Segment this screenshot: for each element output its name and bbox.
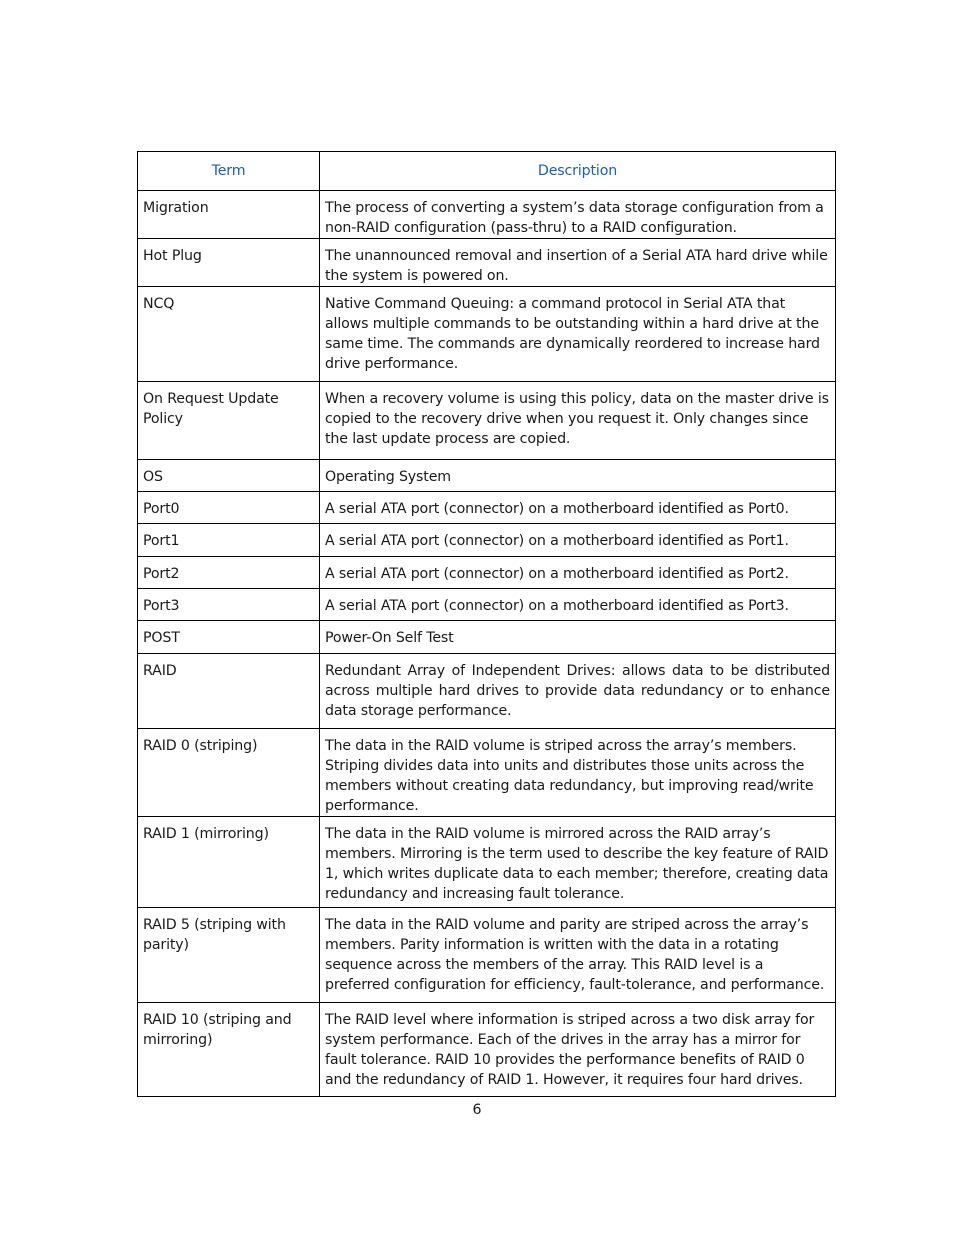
description-cell: The RAID level where information is striped across a two disk array for system performance. Each of the drives in the array has a mirror for fault tolerance. RAID 10 provides the performance benefits of RAID 0 and the redundancy of RAID 1. However, it requires four hard drives. [320,1003,836,1097]
table-row [138,729,836,817]
description-cell: The process of converting a system’s data storage configuration from a non-RAID configuration (pass-thru) to a RAID configuration. [320,191,836,239]
term-cell: Migration [138,191,320,239]
term-cell: RAID 10 (striping and mirroring) [138,1003,320,1097]
description-cell: When a recovery volume is using this policy, data on the master drive is copied to the recovery drive when you request it. Only changes since the last update process are copied. [320,382,836,460]
table-row [138,191,836,239]
description-cell: Native Command Queuing: a command protocol in Serial ATA that allows multiple commands to be outstanding within a hard drive at the same time. The commands are dynamically reordered to increase hard drive performance. [320,287,836,382]
description-cell: The data in the RAID volume is striped across the array’s members. Striping divides data into units and distributes those units across the members without creating data redundancy, but improving read/write performance. [320,729,836,817]
table-row [138,239,836,287]
term-cell: On Request Update Policy [138,382,320,460]
table-row [138,492,836,524]
description-cell: The data in the RAID volume is mirrored across the RAID array’s members. Mirroring is the term used to describe the key feature of RAID 1, which writes duplicate data to each member; therefore, creating data redundancy and increasing fault tolerance. [320,817,836,908]
table-row [138,817,836,908]
description-cell: Operating System [320,460,836,492]
description-cell: A serial ATA port (connector) on a motherboard identified as Port2. [320,557,836,589]
term-cell: RAID [138,654,320,729]
table-row [138,460,836,492]
term-cell: NCQ [138,287,320,382]
term-cell: Port3 [138,589,320,621]
table-row [138,908,836,1003]
description-cell: A serial ATA port (connector) on a motherboard identified as Port3. [320,589,836,621]
table-row [138,1003,836,1097]
term-cell: Port1 [138,524,320,557]
term-cell: Port0 [138,492,320,524]
description-cell: Redundant Array of Independent Drives: allows data to be distributed across multiple hard drives to provide data redundancy or to enhance data storage performance. [320,654,836,729]
description-cell: A serial ATA port (connector) on a motherboard identified as Port0. [320,492,836,524]
description-cell: The unannounced removal and insertion of a Serial ATA hard drive while the system is powered on. [320,239,836,287]
description-cell: The data in the RAID volume and parity are striped across the array’s members. Parity information is written with the data in a rotating sequence across the members of the array. This RAID level is a preferred configuration for efficiency, fault-tolerance, and performance. [320,908,836,1003]
description-cell: Power-On Self Test [320,621,836,654]
page-number: 6 [472,1102,482,1118]
glossary-table [137,151,836,1097]
table-row [138,654,836,729]
term-cell: POST [138,621,320,654]
table-row [138,287,836,382]
table-header-row [138,152,836,191]
term-cell: RAID 1 (mirroring) [138,817,320,908]
term-cell: Port2 [138,557,320,589]
term-cell: RAID 5 (striping with parity) [138,908,320,1003]
term-cell: RAID 0 (striping) [138,729,320,817]
header-description: Description [320,152,836,191]
table-row [138,524,836,557]
description-cell: A serial ATA port (connector) on a motherboard identified as Port1. [320,524,836,557]
header-term: Term [138,152,320,191]
term-cell: Hot Plug [138,239,320,287]
table-row [138,621,836,654]
table-row [138,589,836,621]
table-row [138,382,836,460]
table-row [138,557,836,589]
term-cell: OS [138,460,320,492]
